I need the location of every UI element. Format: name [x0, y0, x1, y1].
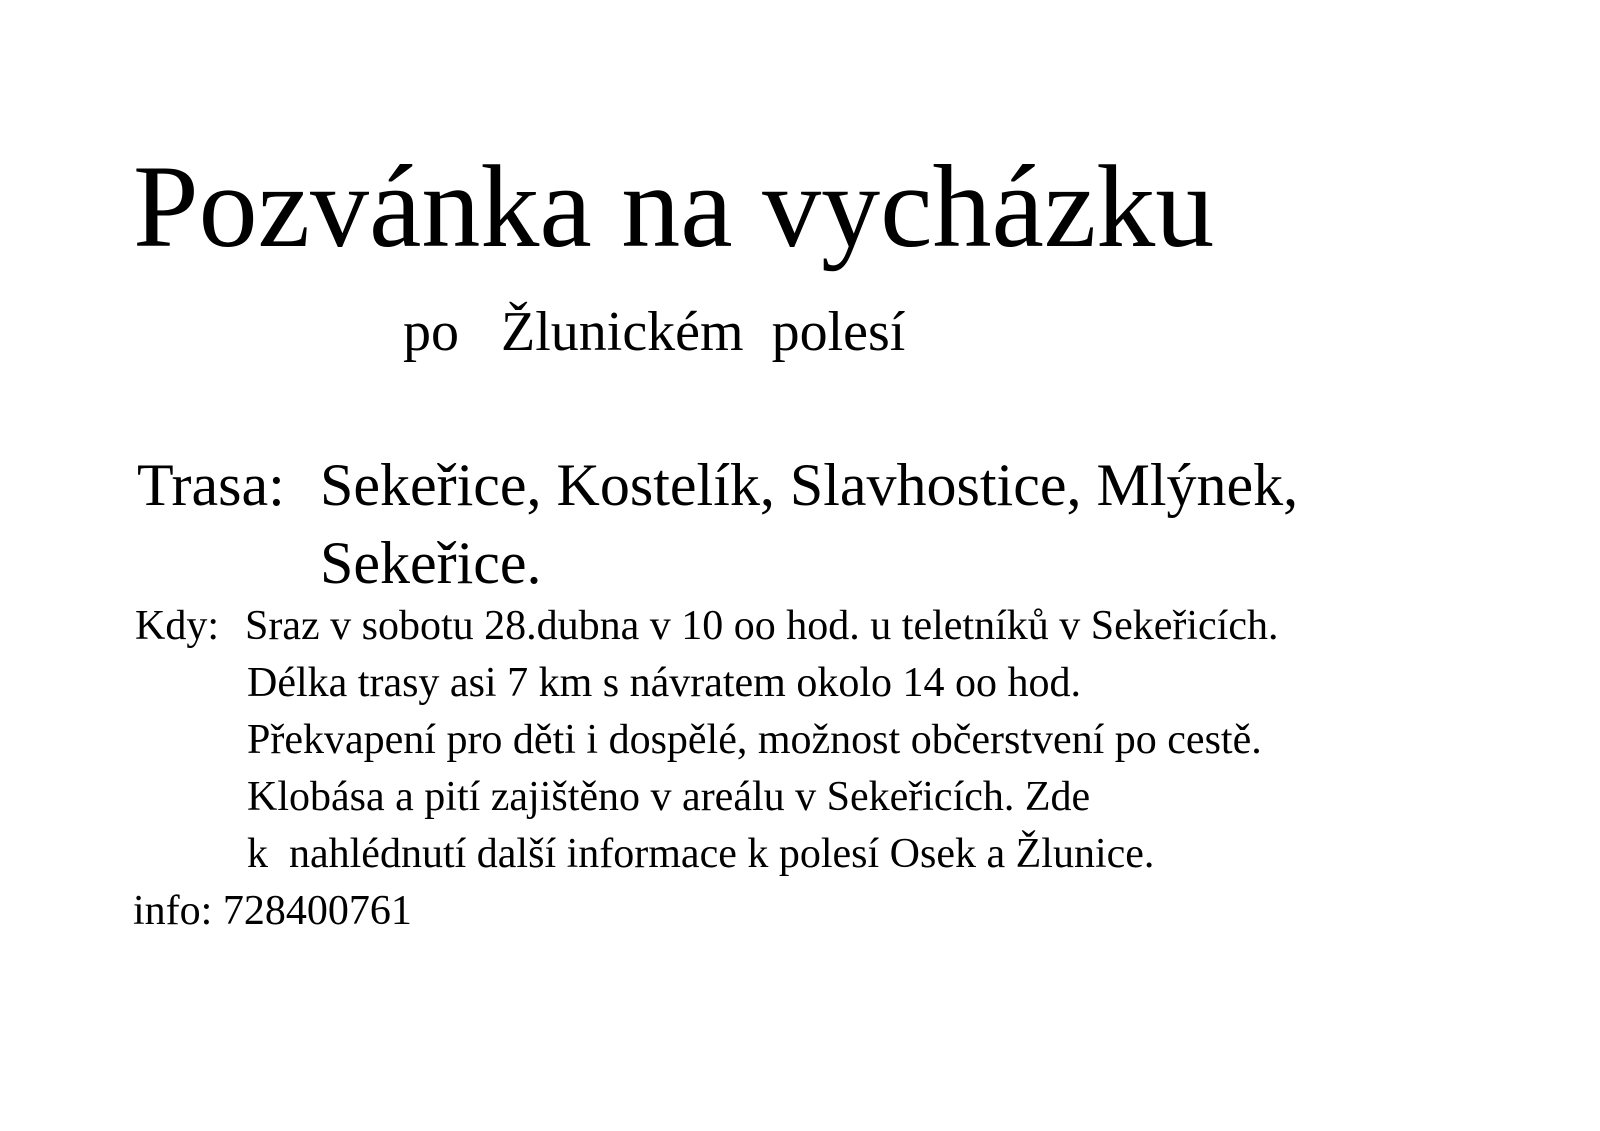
when-line: Sraz v sobotu 28.dubna v 10 oo hod. u teletníků v Sekeřicích.	[245, 603, 1279, 649]
when-line: Klobása a pití zajištěno v areálu v Sekeřicích. Zde	[247, 774, 1091, 820]
page-subtitle: po Žlunickém polesí	[403, 301, 906, 363]
route-line: Sekeřice.	[320, 530, 542, 596]
route-label: Trasa:	[137, 452, 285, 518]
when-line: Překvapení pro děti i dospělé, možnost občerstvení po cestě.	[247, 717, 1262, 763]
when-line: k nahlédnutí další informace k polesí Osek a Žlunice.	[247, 831, 1155, 877]
when-label: Kdy:	[135, 603, 219, 649]
when-line: Délka trasy asi 7 km s návratem okolo 14 oo hod.	[247, 660, 1082, 706]
page-title: Pozvánka na vycházku	[133, 141, 1215, 272]
info-contact: info: 728400761	[133, 888, 412, 934]
route-line: Sekeřice, Kostelík, Slavhostice, Mlýnek,	[320, 452, 1299, 518]
